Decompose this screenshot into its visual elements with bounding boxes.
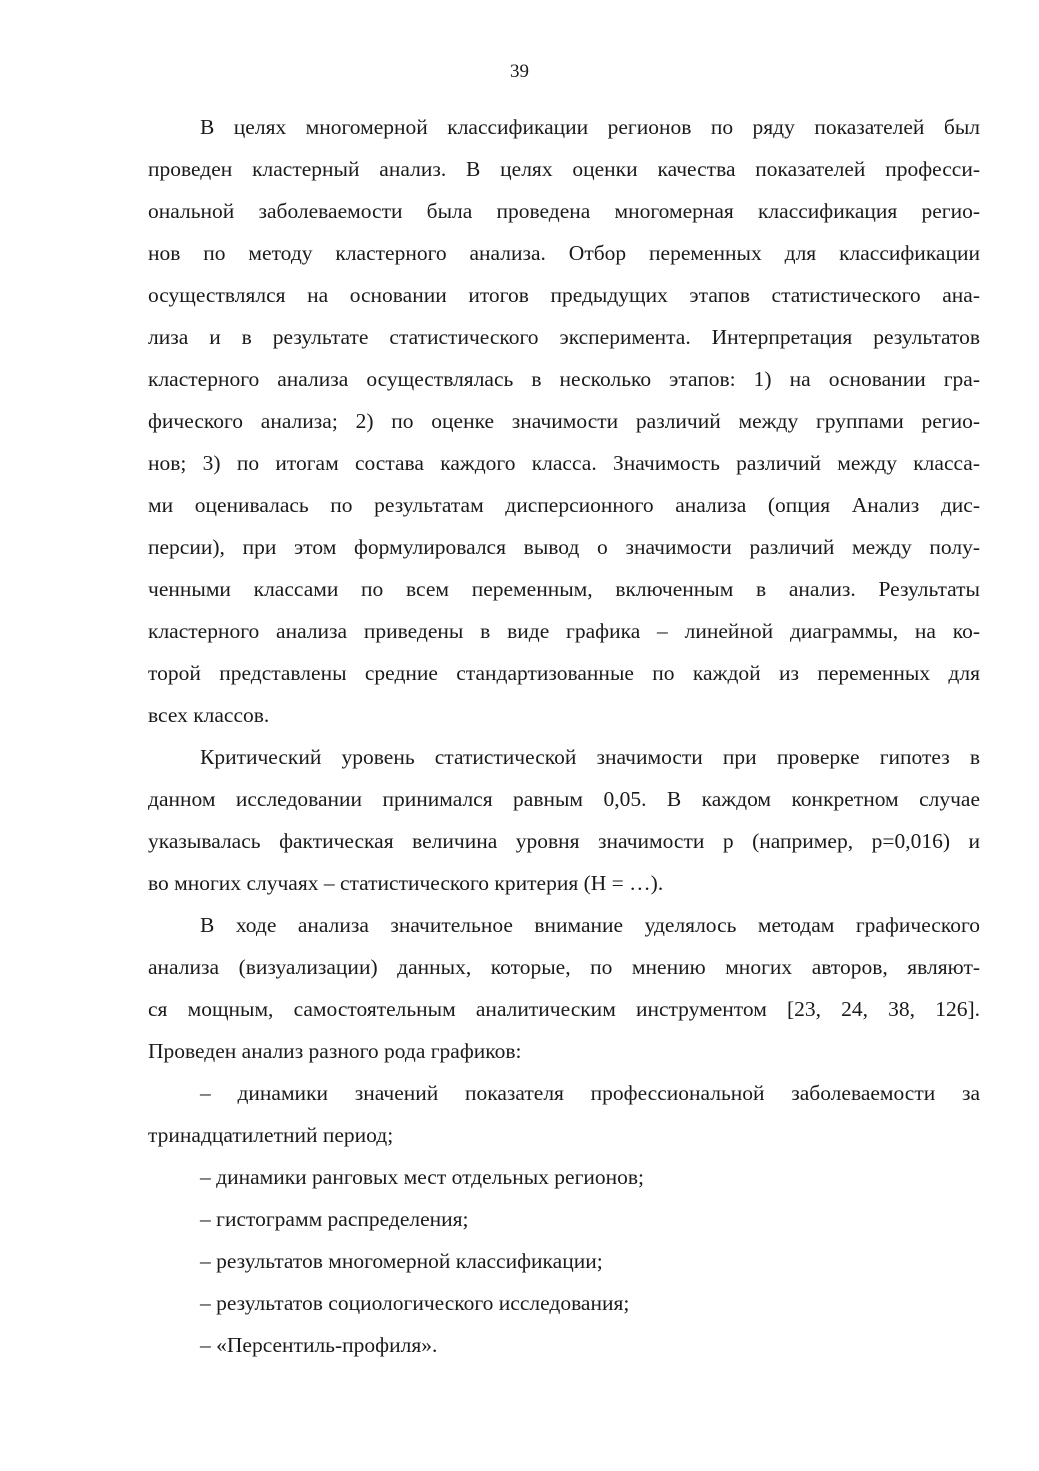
- paragraph-line: Проведен анализ разного рода графиков:: [148, 1039, 522, 1063]
- list-item-line: – гистограмм распределения;: [200, 1207, 469, 1231]
- list-item-line: – результатов многомерной классификации;: [200, 1249, 603, 1273]
- list-item: [148, 1156, 980, 1198]
- paragraph-line: ченными классами по всем переменным, включенным в анализ. Результаты: [148, 577, 980, 601]
- paragraph-significance-level: [148, 736, 980, 904]
- list-item-line: – динамики ранговых мест отдельных регионов;: [200, 1165, 645, 1189]
- paragraph-line: В ходе анализа значительное внимание уделялось методам графического: [200, 913, 980, 937]
- graph-types-list: [148, 1072, 980, 1366]
- paragraph-line: фического анализа; 2) по оценке значимости различий между группами регио-: [148, 409, 980, 433]
- list-item: [148, 1198, 980, 1240]
- paragraph-line: осуществлялся на основании итогов предыдущих этапов статистического ана-: [148, 283, 980, 307]
- list-item-line: тринадцатилетний период;: [148, 1123, 394, 1147]
- paragraph-line: персии), при этом формулировался вывод о значимости различий между полу-: [148, 535, 980, 559]
- paragraph-line: нов по методу кластерного анализа. Отбор переменных для классификации: [148, 241, 980, 265]
- paragraph-line: торой представлены средние стандартизованные по каждой из переменных для: [148, 661, 980, 685]
- paragraph-line: кластерного анализа осуществлялась в несколько этапов: 1) на основании гра-: [148, 367, 980, 391]
- list-item: [148, 1282, 980, 1324]
- list-item: [148, 1324, 980, 1366]
- list-item: [148, 1072, 980, 1156]
- paragraph-line: нов; 3) по итогам состава каждого класса. Значимость различий между класса-: [148, 451, 980, 475]
- paragraph-line: всех классов.: [148, 703, 270, 727]
- paragraph-line: анализа (визуализации) данных, которые, по мнению многих авторов, являют-: [148, 955, 980, 979]
- list-item-line: – результатов социологического исследования;: [200, 1291, 630, 1315]
- paragraph-line: во многих случаях – статистического критерия (Н = …).: [148, 871, 664, 895]
- list-item-line: – «Персентиль-профиля».: [200, 1333, 438, 1357]
- paragraph-graphical-analysis: [148, 904, 980, 1072]
- paragraph-line: ональной заболеваемости была проведена многомерная классификация регио-: [148, 199, 980, 223]
- paragraph-line: данном исследовании принимался равным 0,05. В каждом конкретном случае: [148, 787, 980, 811]
- paragraph-line: указывалась фактическая величина уровня значимости р (например, р=0,016) и: [148, 829, 980, 853]
- paragraph-line: кластерного анализа приведены в виде графика – линейной диаграммы, на ко-: [148, 619, 980, 643]
- paragraph-line: ми оценивалась по результатам дисперсионного анализа (опция Анализ дис-: [148, 493, 980, 517]
- list-item: [148, 1240, 980, 1282]
- list-item-line: – динамики значений показателя профессиональной заболеваемости за: [200, 1081, 980, 1105]
- paragraph-cluster-analysis: [148, 106, 980, 736]
- paragraph-line: ся мощным, самостоятельным аналитическим инструментом [23, 24, 38, 126].: [148, 997, 980, 1021]
- document-body: [148, 106, 980, 1366]
- paragraph-line: Критический уровень статистической значимости при проверке гипотез в: [200, 745, 980, 769]
- paragraph-line: лиза и в результате статистического эксперимента. Интерпретация результатов: [148, 325, 980, 349]
- page-number: 39: [510, 61, 529, 82]
- paragraph-line: В целях многомерной классификации регионов по ряду показателей был: [200, 115, 980, 139]
- paragraph-line: проведен кластерный анализ. В целях оценки качества показателей професси-: [148, 157, 980, 181]
